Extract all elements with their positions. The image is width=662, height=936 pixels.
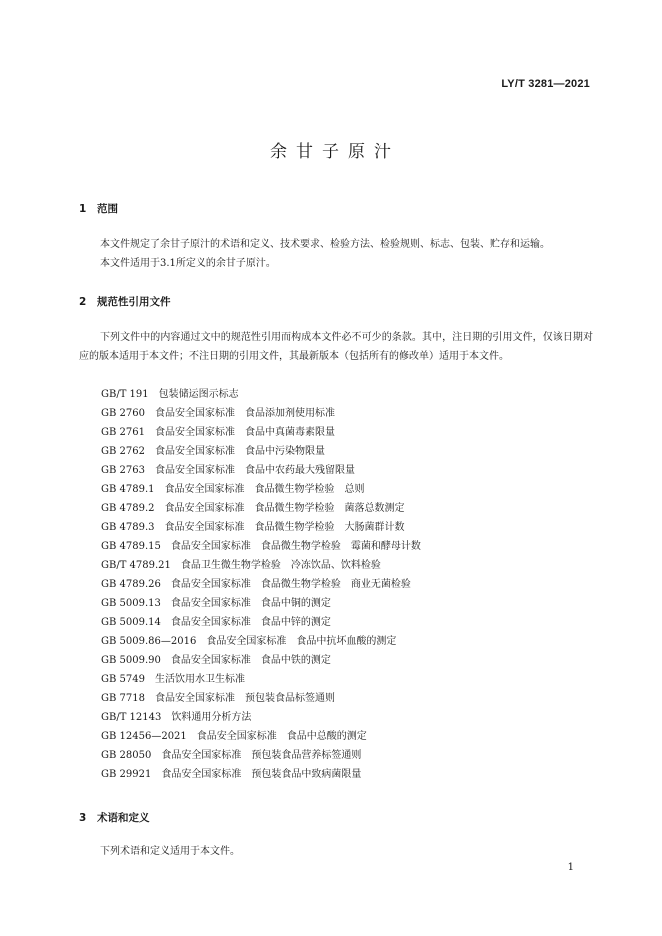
reference-item — [101, 746, 421, 765]
reference-code: GB 5009.90 — [101, 655, 161, 666]
reference-title: 食品安全国家标准 食品中真菌毒素限量 — [154, 427, 335, 438]
reference-code: GB/T 191 — [101, 389, 149, 400]
reference-code: GB 5009.13 — [101, 598, 161, 609]
page-number: 1 — [567, 862, 574, 873]
reference-item — [101, 670, 421, 689]
reference-item — [101, 632, 421, 651]
section-body-terms-definitions — [79, 842, 593, 861]
reference-title: 饮料通用分析方法 — [171, 712, 252, 723]
section-title: 规范性引用文件 — [97, 296, 171, 308]
reference-list — [101, 385, 421, 784]
reference-item — [101, 385, 421, 404]
reference-code: GB 2760 — [101, 408, 145, 419]
reference-title: 食品安全国家标准 预包装食品营养标签通则 — [161, 750, 362, 761]
reference-title: 食品安全国家标准 食品中抗坏血酸的测定 — [206, 636, 397, 647]
reference-item — [101, 499, 421, 518]
reference-code: GB 12456—2021 — [101, 731, 187, 742]
reference-title: 包装储运图示标志 — [158, 389, 239, 400]
reference-title: 食品安全国家标准 食品中铁的测定 — [170, 655, 331, 666]
document-title: 余甘子原汁 — [270, 142, 400, 162]
reference-title: 食品安全国家标准 食品微生物学检验 霉菌和酵母计数 — [170, 541, 421, 552]
paragraph: 本文件适用于3.1所定义的余甘子原汁。 — [100, 258, 276, 269]
reference-code: GB 7718 — [101, 693, 145, 704]
reference-item — [101, 423, 421, 442]
reference-code: GB 2762 — [101, 446, 145, 457]
section-number: 2 — [79, 296, 87, 308]
reference-item — [101, 480, 421, 499]
paragraph: 下列文件中的内容通过文中的规范性引用而构成本文件必不可少的条款。其中，注日期的引用文件，仅该日期对应的版本适用于本文件；不注日期的引用文件，其最新版本（包括所有的修改单）适用于本文件。 — [79, 332, 593, 362]
reference-code: GB 4789.15 — [101, 541, 161, 552]
paragraph: 本文件规定了余甘子原汁的术语和定义、技术要求、检验方法、检验规则、标志、包装、贮存和运输。 — [100, 239, 550, 250]
reference-code: GB/T 4789.21 — [101, 560, 171, 571]
reference-code: GB 2763 — [101, 465, 145, 476]
reference-title: 食品安全国家标准 食品微生物学检验 总则 — [164, 484, 365, 495]
reference-title: 生活饮用水卫生标准 — [154, 674, 245, 685]
reference-title: 食品安全国家标准 食品中总酸的测定 — [196, 731, 367, 742]
reference-title: 食品安全国家标准 食品添加剂使用标准 — [154, 408, 335, 419]
reference-title: 食品安全国家标准 食品中农药最大残留限量 — [154, 465, 355, 476]
reference-item — [101, 537, 421, 556]
reference-item — [101, 765, 421, 784]
section-number: 1 — [79, 203, 87, 215]
reference-title: 食品安全国家标准 食品中铜的测定 — [170, 598, 331, 609]
reference-item — [101, 651, 421, 670]
reference-code: GB 5009.86—2016 — [101, 636, 197, 647]
reference-code: GB 2761 — [101, 427, 145, 438]
section-number: 3 — [79, 812, 87, 824]
reference-code: GB 4789.1 — [101, 484, 155, 495]
reference-code: GB 28050 — [101, 750, 152, 761]
reference-code: GB 4789.2 — [101, 503, 155, 514]
reference-title: 食品安全国家标准 食品中污染物限量 — [154, 446, 325, 457]
reference-title: 食品卫生微生物学检验 冷冻饮品、饮料检验 — [180, 560, 381, 571]
reference-title: 食品安全国家标准 食品中锌的测定 — [170, 617, 331, 628]
section-title: 范围 — [97, 203, 118, 215]
reference-item — [101, 442, 421, 461]
reference-item — [101, 708, 421, 727]
section-body-normative-references — [79, 328, 593, 366]
reference-item — [101, 613, 421, 632]
section-title: 术语和定义 — [97, 812, 150, 824]
paragraph: 下列术语和定义适用于本文件。 — [100, 846, 240, 857]
reference-code: GB/T 12143 — [101, 712, 162, 723]
reference-title: 食品安全国家标准 食品微生物学检验 大肠菌群计数 — [164, 522, 405, 533]
reference-item — [101, 727, 421, 746]
reference-item — [101, 594, 421, 613]
reference-item — [101, 404, 421, 423]
reference-item — [101, 461, 421, 480]
section-body-scope — [79, 235, 593, 273]
section-heading-terms-definitions — [79, 810, 150, 825]
reference-item — [101, 518, 421, 537]
section-heading-normative-references — [79, 294, 171, 309]
reference-code: GB 29921 — [101, 769, 152, 780]
reference-item — [101, 556, 421, 575]
section-heading-scope — [79, 201, 118, 216]
reference-title: 食品安全国家标准 预包装食品中致病菌限量 — [161, 769, 362, 780]
reference-code: GB 5749 — [101, 674, 145, 685]
reference-title: 食品安全国家标准 食品微生物学检验 菌落总数测定 — [164, 503, 405, 514]
reference-code: GB 4789.26 — [101, 579, 161, 590]
reference-item — [101, 689, 421, 708]
standard-number: LY/T 3281—2021 — [501, 78, 590, 90]
reference-item — [101, 575, 421, 594]
reference-title: 食品安全国家标准 预包装食品标签通则 — [154, 693, 335, 704]
reference-code: GB 4789.3 — [101, 522, 155, 533]
reference-title: 食品安全国家标准 食品微生物学检验 商业无菌检验 — [170, 579, 411, 590]
reference-code: GB 5009.14 — [101, 617, 161, 628]
